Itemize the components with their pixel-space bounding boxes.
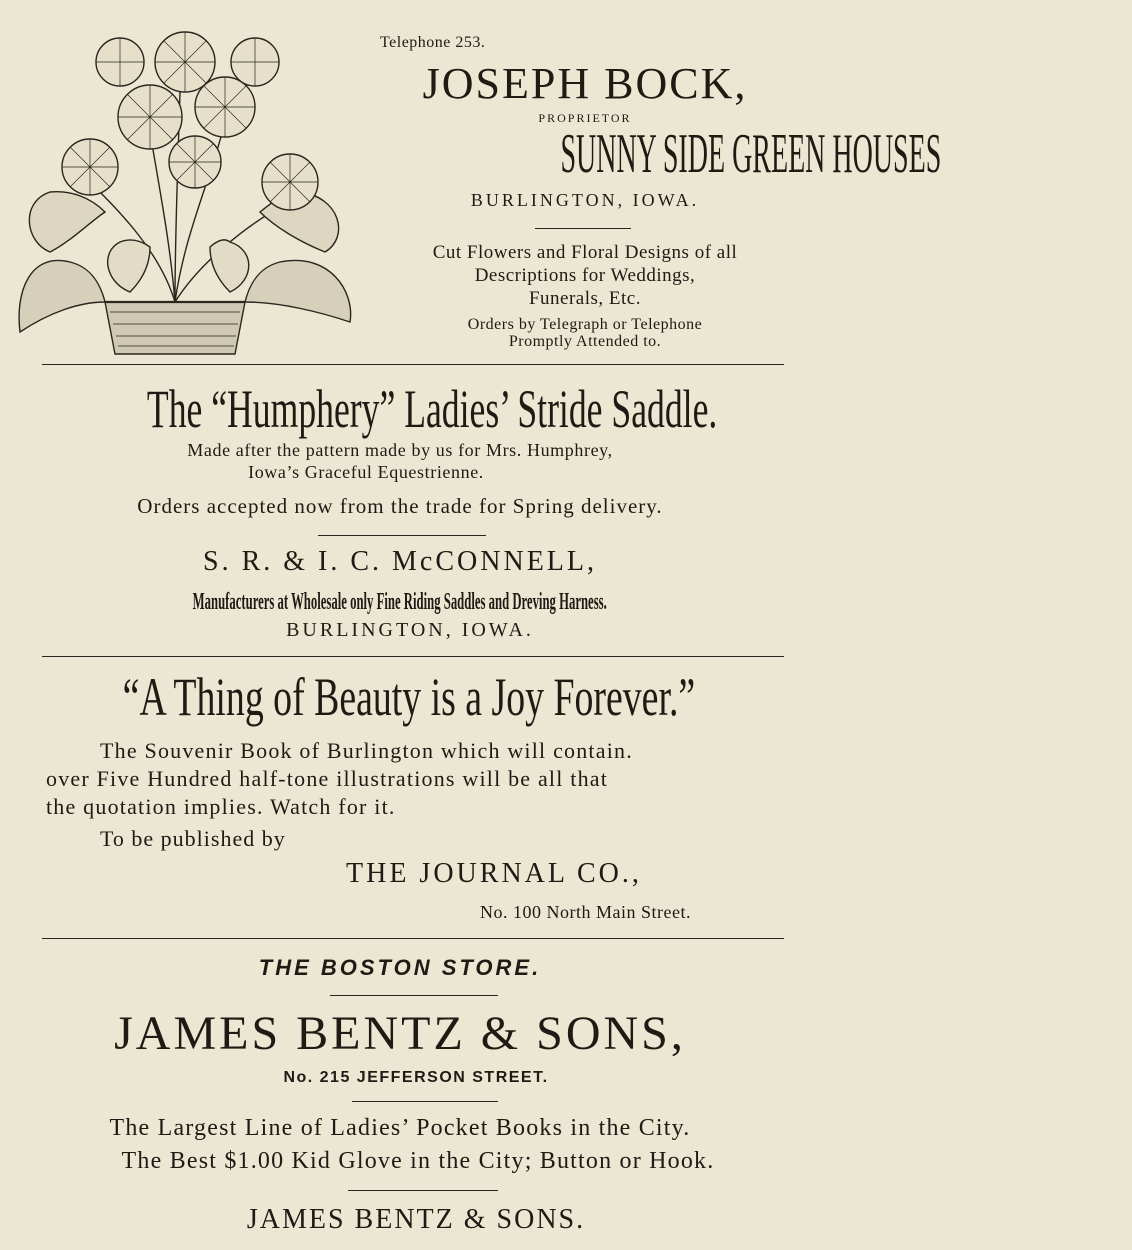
bentz-address: No. 215 JEFFERSON STREET. [283, 1069, 549, 1086]
journal-headline-text: “A Thing of Beauty is a Joy Forever.” [122, 667, 696, 727]
saddle-trade-line [0, 590, 800, 614]
divider [535, 228, 631, 229]
bentz-line-2: The Best $1.00 Kid Glove in the City; Button or Hook. [121, 1148, 715, 1174]
bentz-line-1: The Largest Line of Ladies’ Pocket Books in the City. [109, 1115, 691, 1141]
section-divider [42, 656, 784, 657]
flower-engraving [10, 12, 360, 360]
orders-note-line-1: Orders by Telegraph or Telephone [467, 316, 703, 333]
flowers-description-line-2: Descriptions for Weddings, [474, 265, 696, 286]
journal-published-by: To be published by [100, 826, 286, 851]
greenhouse-location: BURLINGTON, IOWA. [470, 190, 700, 210]
greenhouse-name [370, 123, 942, 185]
divider [330, 995, 498, 996]
telephone-number: Telephone 253. [380, 34, 486, 51]
divider [318, 535, 486, 536]
flower-pot-icon [10, 12, 360, 360]
saddle-firm-name: S. R. & I. C. McCONNELL, [203, 546, 597, 577]
saddle-line-3: Orders accepted now from the trade for Spring delivery. [137, 494, 663, 518]
greenhouse-name-text: SUNNY SIDE GREEN HOUSES [560, 123, 942, 185]
section-divider [42, 938, 784, 939]
journal-body-line-1: The Souvenir Book of Burlington which will contain. [100, 738, 633, 763]
boston-store-name: THE BOSTON STORE. [258, 955, 542, 980]
divider [352, 1101, 498, 1102]
bentz-firm-name: JAMES BENTZ & SONS, [114, 1007, 686, 1060]
journal-address: No. 100 North Main Street. [480, 902, 691, 922]
proprietor-name: JOSEPH BOCK, [422, 59, 748, 108]
journal-body-line-2: over Five Hundred half-tone illustrations will be all that [46, 766, 609, 791]
saddle-trade-line-text: Manufacturers at Wholesale only Fine Riding Saddles and Dreving Harness. [192, 589, 608, 615]
journal-company: THE JOURNAL CO., [346, 858, 642, 889]
proprietor-label: PROPRIETOR [538, 111, 632, 125]
saddle-line-1: Made after the pattern made by us for Mrs. Humphrey, [187, 440, 613, 460]
orders-note-line-2: Promptly Attended to. [508, 333, 662, 350]
journal-body-line-3: the quotation implies. Watch for it. [46, 794, 396, 819]
journal-headline [0, 664, 800, 730]
bentz-signature: JAMES BENTZ & SONS. [246, 1204, 586, 1235]
flowers-description-line-3: Funerals, Etc. [528, 288, 641, 309]
section-divider [42, 364, 784, 365]
divider [348, 1190, 498, 1191]
flowers-description-line-1: Cut Flowers and Floral Designs of all [432, 242, 738, 263]
saddle-line-2: Iowa’s Graceful Equestrienne. [248, 462, 484, 482]
saddle-headline [0, 374, 800, 444]
saddle-headline-text: The “Humphery” Ladies’ Stride Saddle. [146, 379, 718, 439]
saddle-location: BURLINGTON, IOWA. [286, 619, 534, 641]
